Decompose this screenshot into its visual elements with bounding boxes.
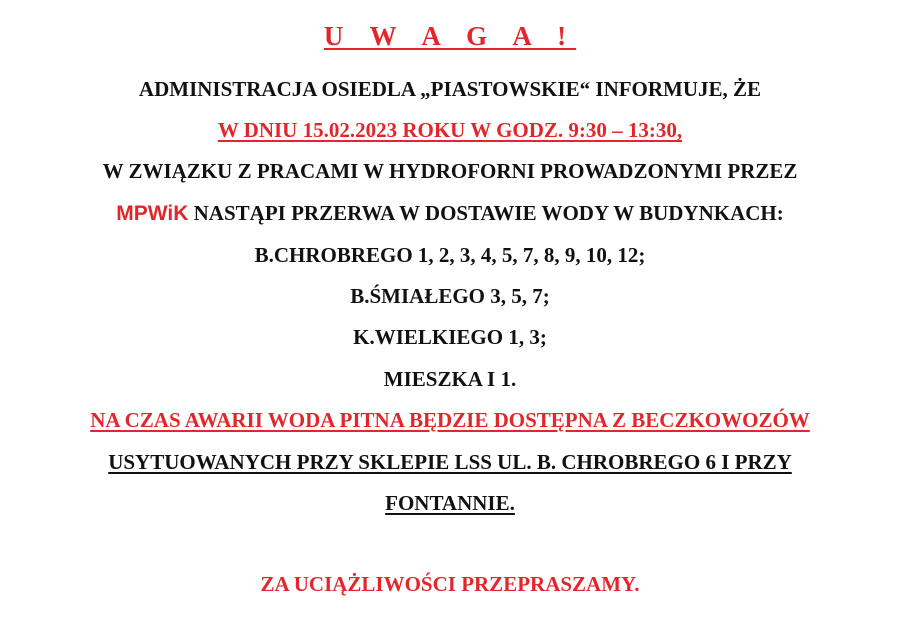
water-availability: NA CZAS AWARII WODA PITNA BĘDZIE DOSTĘPNA Z BECZKOWOZÓW <box>90 408 810 432</box>
notice-date-time: W DNIU 15.02.2023 ROKU W GODZ. 9:30 – 13:30, <box>217 118 683 142</box>
building-line-chrobrego: B.CHROBREGO 1, 2, 3, 4, 5, 7, 8, 9, 10, 12; <box>254 243 646 267</box>
interruption-text: NASTĄPI PRZERWA W DOSTAWIE WODY W BUDYNKACH: <box>188 201 784 225</box>
water-location-line1: USYTUOWANYCH PRZY SKLEPIE LSS UL. B. CHROBREGO 6 I PRZY <box>108 450 792 474</box>
notice-title: U W A G A ! <box>323 21 577 51</box>
water-location-line2: FONTANNIE. <box>385 491 515 515</box>
notice-reason: W ZWIĄZKU Z PRACAMI W HYDROFORNI PROWADZONYMI PRZEZ <box>102 159 798 183</box>
notice-interruption <box>0 200 900 227</box>
building-line-wielkiego: K.WIELKIEGO 1, 3; <box>353 325 547 349</box>
building-line-mieszka: MIESZKA I 1. <box>383 367 517 391</box>
mpwik-label: MPWiK <box>116 202 189 225</box>
notice-intro: ADMINISTRACJA OSIEDLA „PIASTOWSKIE“ INFORMUJE, ŻE <box>138 77 762 101</box>
building-line-smialego: B.ŚMIAŁEGO 3, 5, 7; <box>350 284 550 308</box>
apology-text: ZA UCIĄŻLIWOŚCI PRZEPRASZAMY. <box>260 572 640 596</box>
